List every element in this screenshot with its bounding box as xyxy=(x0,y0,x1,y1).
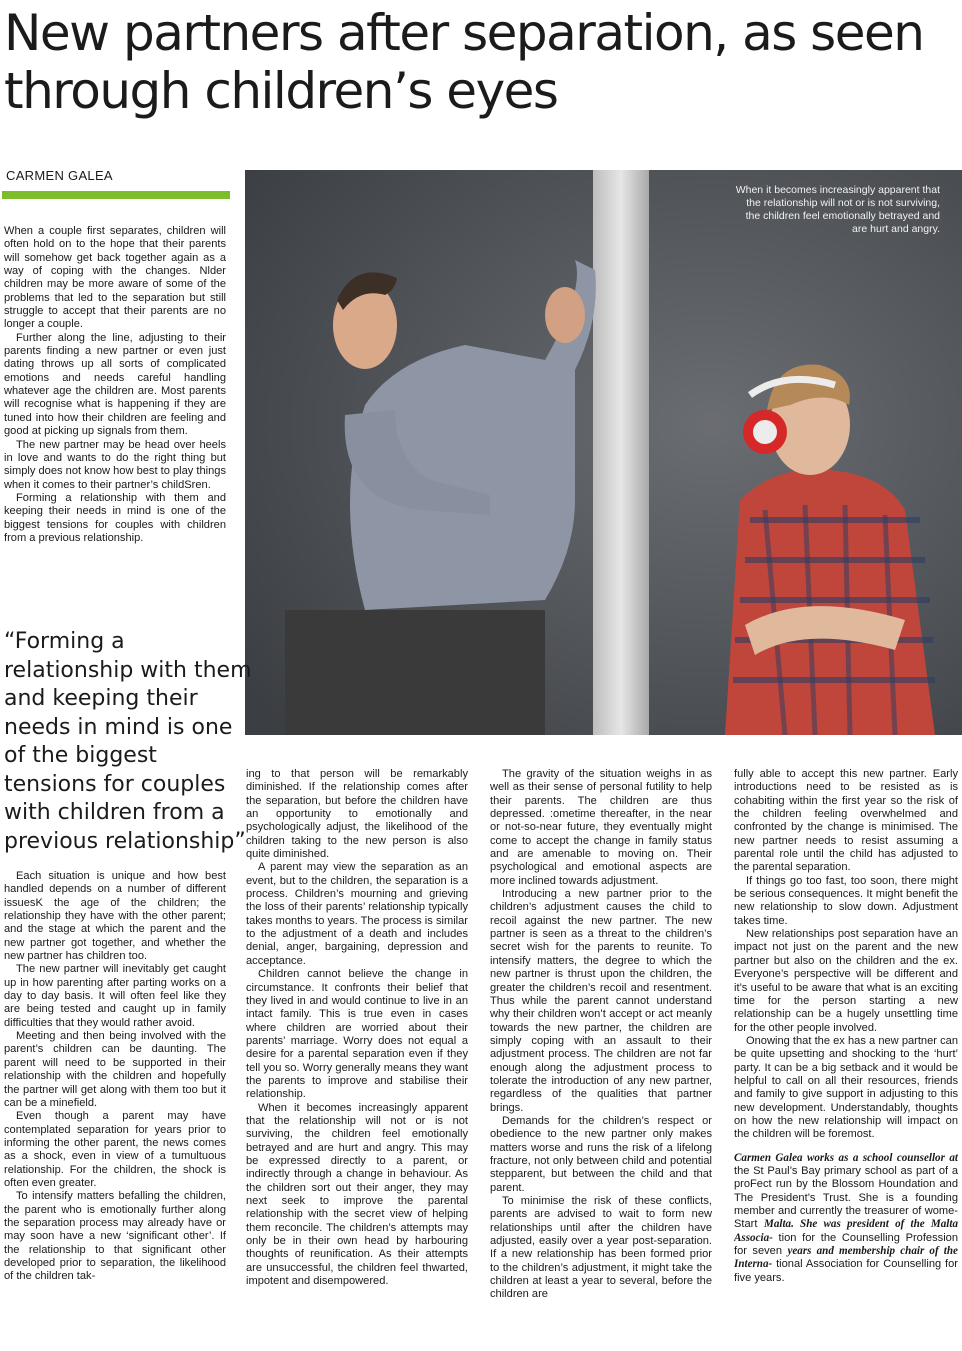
author-bio-bold-3: years and membership chair of the Interna- xyxy=(734,1245,958,1271)
article-photo xyxy=(245,170,962,735)
body-paragraph: Meeting and then being involved with the parent’s children can be daunting. The parent will need to be supported in their relationship with the children and hopefully the partner will get along with them too but it can be a minefield. xyxy=(4,1030,226,1109)
intro-column xyxy=(4,225,226,610)
body-paragraph: Each situation is unique and how best handled depends on a number of different issuesK the age of the children; the relationship they have with the other parent; and the stage at which the parent and the new partner got together, and whether the new partner has children too. xyxy=(4,870,226,963)
intro-paragraph: The new partner may be head over heels in love and wants to do the right thing but simply does not know how best to play things when it comes to their partner’s childSren. xyxy=(4,438,226,491)
body-paragraph: Introducing a new partner prior to the children’s adjustment causes the child to recoil against the new partner. The new partner is seen as a threat to the children’s secret wish for the parents to reunite. To intensify matters, the degree to which the new partner is thrust upon the children, the greater the children’s recoil and resentment. Thus while the parent cannot understand why their children won’t accept or act meanly towards the new partner, the children are simply coping with an assault to their adjustment process. The children are not far enough along the adjustment process to tolerate the introduction of any new partner, regardless of the qualities that partner brings. xyxy=(490,888,712,1114)
author-bio-text-3: tional Association for Counselling for five years. xyxy=(734,1258,958,1284)
body-paragraph: fully able to accept this new partner. Early introductions need to be resisted as is cohabiting within the first year so the risk of the children feeling overwhelmed and confronted by the change is minimised. The new partner needs to resist assuming a parental role until the child has adjusted to the parental separation. xyxy=(734,768,958,874)
body-paragraph: To minimise the risk of these conflicts, parents are advised to wait to form new relationships until after the children have adjusted, easily over a year post-separation. If a new relationship has been formed prior to the children’s adjustment, it might take the children at least a year to several, before the children are xyxy=(490,1195,712,1301)
author-bio-text-2: tion for the Counselling Profession for seven xyxy=(734,1231,958,1258)
pull-quote: “Forming a relationship with them and keeping their needs in mind is one of the biggest tensions for couples with children from a previous relationship” xyxy=(4,629,252,854)
author-bio-text: the St Paul’s Bay primary school as part of a proFect run by the Blossom Houndation and The President’s Trust. She is a founding member and currently the treasurer of wome-Start xyxy=(734,1164,958,1231)
body-column-1 xyxy=(4,870,226,1350)
body-paragraph: New relationships post separation have an impact not just on the parent and the new partner but also on the children and the ex. Everyone’s perspective will be different and it’s useful to be aware that what is an exciting time for the person starting a new relationship can be a hugely unsettling time for the other people involved. xyxy=(734,928,958,1034)
body-paragraph: ing to that person will be remarkably diminished. If the relationship comes after the separation, but before the children have an opportunity to emotionally and psychologically adjust, the likelihood of the children taking to the new person is also quite diminished. xyxy=(246,768,468,861)
photo-illustration xyxy=(245,170,962,735)
byline-accent-bar xyxy=(2,191,230,199)
photo-caption: When it becomes increasingly apparent that the relationship will not or is not surviving, the children feel emotionally betrayed and are hurt and angry. xyxy=(735,184,940,235)
body-paragraph: Even though a parent may have contemplated separation for years prior to informing the other parent, the news comes as a shock, even in view of a tumultuous relationship. For the children, the shock is often even greater. xyxy=(4,1110,226,1189)
body-column-3 xyxy=(490,768,712,1350)
body-paragraph: To intensify matters befalling the children, the parent who is emotionally further along the separation process may already have or may soon have a new ‘significant other’. If the relationship to that significant other developed prior to separation, the likelihood of the children tak- xyxy=(4,1190,226,1283)
intro-paragraph: Further along the line, adjusting to their parents finding a new partner or even just dating throws up all sorts of complicated emotions and needs careful handling whatever age the children are. Most parents will recognise what is happening if they are tuned into how their children are feeling and good at picking up signals from them. xyxy=(4,331,226,438)
byline: CARMEN GALEA xyxy=(6,168,113,183)
body-column-2 xyxy=(246,768,468,1350)
body-column-4 xyxy=(734,768,958,1350)
intro-paragraph: When a couple first separates, children will often hold on to the hope that their parents will somehow get back together again as a way of coping with the changes. Nlder children may be more aware of some of the problems that led to the separation but still struggle to accept that their parents are no longer a couple. xyxy=(4,225,226,331)
body-paragraph: Demands for the children’s respect or obedience to the new partner only makes matters worse and runs the risk of a lifelong fracture, not only between child and potential stepparent, but between the child and that parent. xyxy=(490,1114,712,1194)
intro-paragraph: Forming a relationship with them and keeping their needs in mind is one of the biggest tensions for couples with children from a previous relationship. xyxy=(4,491,226,544)
author-bio-lead: Carmen Galea works as a school counsellor at xyxy=(734,1151,958,1164)
body-paragraph: Onowing that the ex has a new partner can be quite upsetting and shocking to the ‘hurt’ party. It can be a big setback and it would be helpful to call on all their resources, friends and family to give support in adjusting to this new development. Understandably, thoughts on how the new relationship will impact on the children will be foremost. xyxy=(734,1034,958,1141)
white-pillar xyxy=(593,170,649,735)
headline: New partners after separation, as seen through children’s eyes xyxy=(4,4,924,120)
body-paragraph: When it becomes increasingly apparent that the relationship will not or is not surviving, the children feel emotionally betrayed and are hurt and angry. This may be expressed directly to a parent, or indirectly through a change in behaviour. As the children sort out their anger, they may next seek to improve the parental relationship with the secret view of helping them reconcile. The children’s attempts may only be in their own head by harbouring thoughts of reunification. As their attempts are unsuccessful, the children feel thwarted, impotent and disempowered. xyxy=(246,1101,468,1288)
author-bio xyxy=(734,1152,958,1285)
body-paragraph: Children cannot believe the change in circumstance. It confronts their belief that they lived in and would continue to live in an intact family. This is true even in cases where children are worried about their parents’ marriage. Worry does not equal a desire for a parental separation even if they tell you so. Worry generally means they want the parents to improve and stabilise their relationship. xyxy=(246,968,468,1101)
body-paragraph: The gravity of the situation weighs in as well as their sense of personal futility to help their parents. The children are thus depressed. :ometime thereafter, in the near or not-so-near future, they eventually might come to accept the change in family status and are amenable to moving on. Their psychological and emotional aspects are more inclined towards adjustment. xyxy=(490,768,712,887)
body-paragraph: The new partner will inevitably get caught up in how parenting after parting works on a day to day basis. It will often feel like they are being tested and caught up in family difficulties that they would rather avoid. xyxy=(4,963,226,1029)
body-paragraph: A parent may view the separation as an event, but to the children, the separation is a process. Children’s mourning and grieving the loss of their parents’ relationship typically takes months to years. The process is similar to the adjustment of a death and includes denial, anger, bargaining, depression and acceptance. xyxy=(246,861,468,967)
body-paragraph: If things go too fast, too soon, there might be serious consequences. It might benefit the new relationship to slow down. Adjustment takes time. xyxy=(734,874,958,927)
author-bio-bold-2: Malta. She was president of the Malta Associa- xyxy=(734,1218,958,1244)
